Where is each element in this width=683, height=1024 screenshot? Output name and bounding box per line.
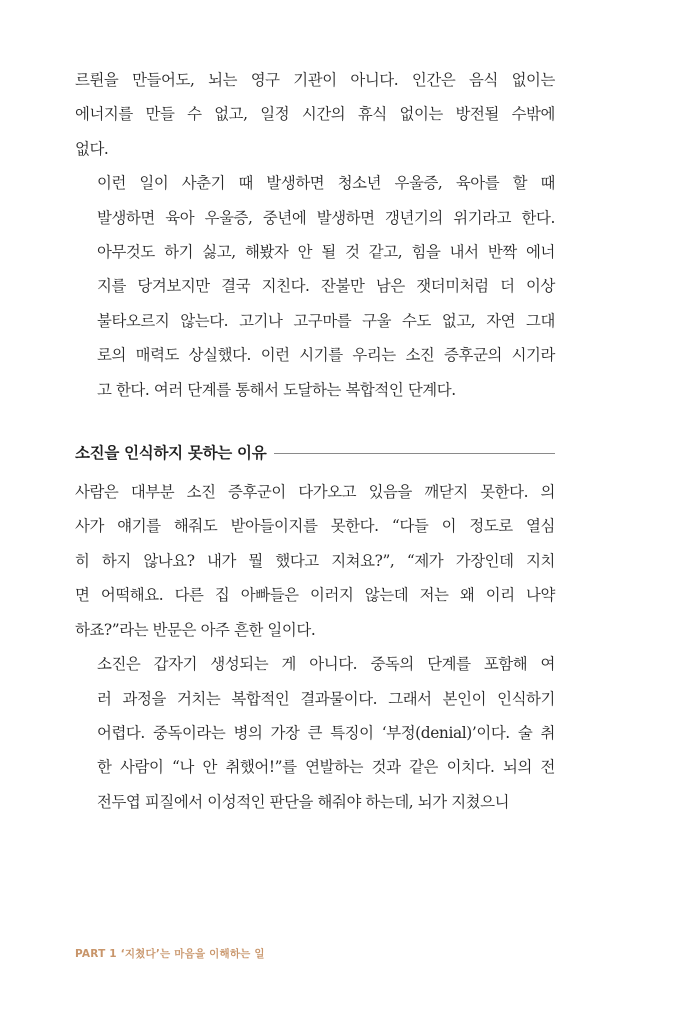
paragraph bbox=[75, 647, 555, 819]
running-footer: PART 1 ‘지쳤다’는 마음을 이해하는 일 bbox=[75, 948, 265, 960]
heading-rule bbox=[274, 453, 555, 454]
text-line: 어렵다. 중독이라는 병의 가장 큰 특징이 ‘부정(denial)’이다. 술 취 bbox=[97, 723, 555, 742]
text-line: 발생하면 육아 우울증, 중년에 발생하면 갱년기의 위기라고 한다. bbox=[97, 208, 555, 227]
text-line: 하죠?”라는 반문은 아주 흔한 일이다. bbox=[75, 620, 316, 639]
text-line: 면 어떡해요. 다른 집 아빠들은 이러지 않는데 저는 왜 이리 나약 bbox=[75, 586, 555, 605]
text-line: 사가 얘기를 해줘도 받아들이지를 못한다. “다들 이 정도로 열심 bbox=[75, 517, 555, 536]
section-heading-text: 소진을 인식하지 못하는 이유 bbox=[75, 444, 267, 463]
text-line: 고 한다. 여러 단계를 통해서 도달하는 복합적인 단계다. bbox=[97, 380, 456, 399]
text-line: 불타오르지 않는다. 고기나 고구마를 구울 수도 없고, 자연 그대 bbox=[97, 311, 555, 330]
text-line: 지를 당겨보지만 결국 지친다. 잔불만 남은 잿더미처럼 더 이상 bbox=[97, 277, 555, 296]
text-line: 소진은 갑자기 생성되는 게 아니다. 중독의 단계를 포함해 여 bbox=[97, 655, 555, 674]
text-block-after-heading bbox=[75, 475, 555, 819]
text-line: 전두엽 피질에서 이성적인 판단을 해줘야 하는데, 뇌가 지쳤으니 bbox=[97, 792, 510, 811]
paragraph bbox=[75, 475, 555, 647]
text-line: 없다. bbox=[75, 139, 109, 158]
paragraph bbox=[75, 166, 555, 407]
text-line: 로의 매력도 상실했다. 이런 시기를 우리는 소진 증후군의 시기라 bbox=[97, 346, 555, 365]
text-line: 에너지를 만들 수 없고, 일정 시간의 휴식 없이는 방전될 수밖에 bbox=[75, 105, 555, 124]
page-body bbox=[75, 63, 555, 819]
text-line: 아무것도 하기 싫고, 해봤자 안 될 것 같고, 힘을 내서 반짝 에너 bbox=[97, 243, 555, 262]
text-line: 이런 일이 사춘기 때 발생하면 청소년 우울증, 육아를 할 때 bbox=[97, 174, 555, 193]
text-block-before-heading bbox=[75, 63, 555, 407]
paragraph bbox=[75, 63, 555, 166]
text-line: 르륀을 만들어도, 뇌는 영구 기관이 아니다. 인간은 음식 없이는 bbox=[75, 71, 555, 89]
text-line: 러 과정을 거치는 복합적인 결과물이다. 그래서 본인이 인식하기 bbox=[97, 689, 555, 708]
section-heading bbox=[75, 435, 555, 469]
text-line: 히 하지 않나요? 내가 뭘 했다고 지쳐요?”, “제가 가장인데 지치 bbox=[75, 551, 555, 570]
text-line: 사람은 대부분 소진 증후군이 다가오고 있음을 깨닫지 못한다. 의 bbox=[75, 483, 555, 502]
text-line: 한 사람이 “나 안 취했어!”를 연발하는 것과 같은 이치다. 뇌의 전 bbox=[97, 758, 555, 777]
